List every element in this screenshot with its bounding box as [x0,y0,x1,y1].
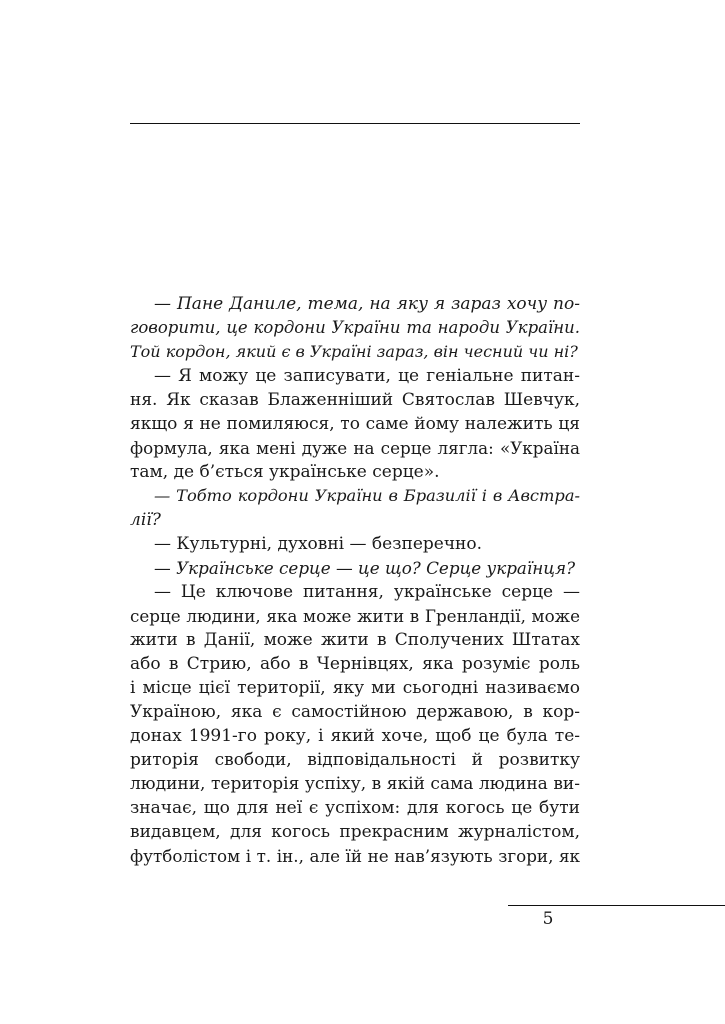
text-line: риторія свободи, відповідальності й розвитку [130,750,580,770]
text-line: і місце цієї території, яку ми сьогодні називаємо [130,678,580,698]
text-line: говорити, це кордони України та народи України. [130,318,580,337]
text-line: значає, що для неї є успіхом: для когось це бути [130,798,580,818]
text-line: — Тобто кордони України в Бразилії і в Австра- [154,486,580,505]
header-rule [130,123,580,124]
text-line: — Українське серце — це що? Серце українця? [154,558,576,578]
text-line: — Культурні, духовні — безперечно. [154,534,483,554]
text-line: — Я можу це записувати, це геніальне питан- [154,366,580,386]
footer-rule [508,905,725,906]
text-line: Той кордон, який є в Україні зараз, він чесний чи ні? [130,342,578,361]
text-line: там, де б’ється українське серце». [130,462,440,482]
page-number: 5 [542,909,554,929]
text-line: — Пане Даниле, тема, на яку я зараз хочу по- [154,294,580,314]
text-line: видавцем, для когось прекрасним журналістом, [130,822,580,842]
text-line: Україною, яка є самостійною державою, в кор- [130,702,580,722]
text-line: ня. Як сказав Блаженніший Святослав Шевчук, [130,390,580,410]
text-line: — Це ключове питання, українське серце — [154,582,580,602]
text-line: футболістом і т. ін., але їй не нав’язують згори, як [130,846,580,866]
text-line: людини, територія успіху, в якій сама людина ви- [130,774,580,794]
text-line: або в Стрию, або в Чернівцях, яка розуміє роль [130,654,580,674]
body-text [130,292,580,868]
text-line: формула, яка мені дуже на серце лягла: «Україна [130,438,580,458]
text-line: серце людини, яка може жити в Гренландії, може [130,606,580,626]
text-line: донах 1991-го року, і який хоче, щоб це була те- [130,726,580,746]
text-line: жити в Данії, може жити в Сполучених Штатах [130,630,580,650]
text-line: лії? [130,510,161,530]
text-line: якщо я не помиляюся, то саме йому належить ця [130,414,580,434]
